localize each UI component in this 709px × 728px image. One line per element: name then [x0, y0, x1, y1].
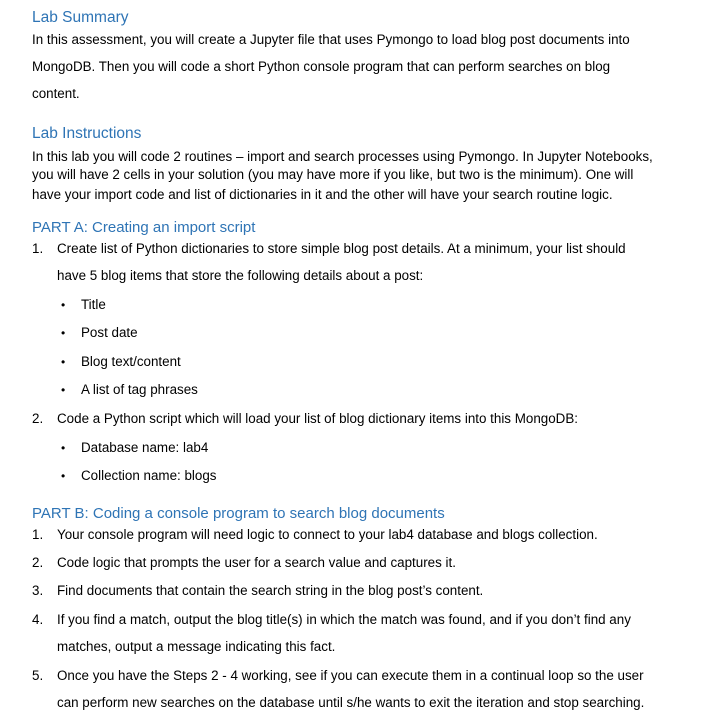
bullet-icon: • — [61, 355, 66, 369]
part-a-heading: PART A: Creating an import script — [32, 219, 256, 236]
part-b-item-5-number: 5. — [32, 668, 44, 683]
summary-line-3: content. — [32, 86, 80, 101]
part-b-item-2-line-1: Code logic that prompts the user for a search value and captures it. — [57, 555, 456, 570]
instructions-line-1: In this lab you will code 2 routines – import and search processes using Pymongo. In Jupyter Notebooks, — [32, 149, 653, 164]
part-a-bullet-blog-text: Blog text/content — [81, 354, 181, 369]
lab-summary-heading: Lab Summary — [32, 9, 129, 26]
part-b-item-4-line-2: matches, output a message indicating this fact. — [57, 639, 336, 654]
part-a-bullet-collection-name: Collection name: blogs — [81, 468, 217, 483]
part-b-item-4-line-1: If you find a match, output the blog title(s) in which the match was found, and if you don’t find any — [57, 612, 631, 627]
part-b-item-5-line-1: Once you have the Steps 2 - 4 working, see if you can execute them in a continual loop so the user — [57, 668, 644, 683]
bullet-icon: • — [61, 469, 66, 483]
bullet-icon: • — [61, 326, 66, 340]
bullet-icon: • — [61, 383, 66, 397]
part-b-item-1-line-1: Your console program will need logic to connect to your lab4 database and blogs collection. — [57, 527, 598, 542]
part-b-heading: PART B: Coding a console program to search blog documents — [32, 505, 445, 522]
part-a-bullet-post-date: Post date — [81, 325, 138, 340]
instructions-line-3: have your import code and list of dictionaries in it and the other will have your search routine logic. — [32, 187, 613, 202]
lab-instructions-heading: Lab Instructions — [32, 125, 142, 142]
part-b-item-5-line-2: can perform new searches on the database until s/he wants to exit the iteration and stop searching. — [57, 695, 645, 710]
summary-line-2: MongoDB. Then you will code a short Python console program that can perform searches on blog — [32, 59, 611, 74]
part-a-bullet-database-name: Database name: lab4 — [81, 440, 209, 455]
part-a-item-2-number: 2. — [32, 411, 44, 426]
bullet-icon: • — [61, 441, 66, 455]
part-a-bullet-title: Title — [81, 297, 106, 312]
instructions-line-2: you will have 2 cells in your solution (you may have more if you like, but two is the minimum). One will — [32, 167, 634, 182]
part-b-item-2-number: 2. — [32, 555, 44, 570]
part-b-item-4-number: 4. — [32, 612, 44, 627]
part-a-item-2-line-1: Code a Python script which will load your list of blog dictionary items into this MongoDB: — [57, 411, 578, 426]
part-a-item-1-line-2: have 5 blog items that store the following details about a post: — [57, 268, 424, 283]
part-b-item-1-number: 1. — [32, 527, 44, 542]
part-b-item-3-line-1: Find documents that contain the search string in the blog post’s content. — [57, 583, 484, 598]
part-b-item-3-number: 3. — [32, 583, 44, 598]
part-a-item-1-line-1: Create list of Python dictionaries to store simple blog post details. At a minimum, your list should — [57, 241, 626, 256]
part-a-bullet-tag-phrases: A list of tag phrases — [81, 382, 198, 397]
part-a-item-1-number: 1. — [32, 241, 44, 256]
summary-line-1: In this assessment, you will create a Jupyter file that uses Pymongo to load blog post documents into — [32, 32, 630, 47]
bullet-icon: • — [61, 298, 66, 312]
